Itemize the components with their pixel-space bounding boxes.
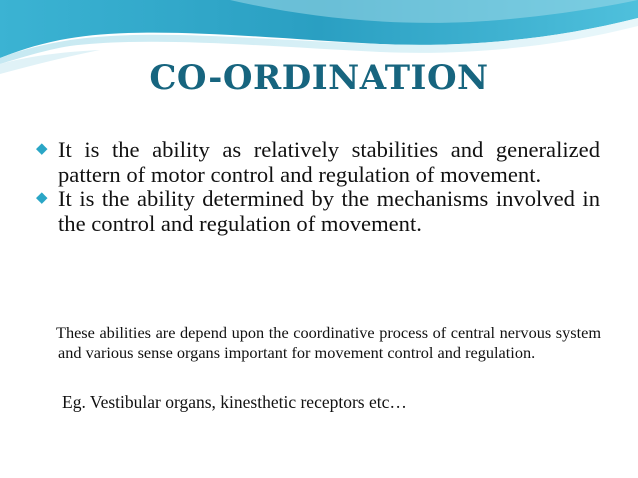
bullet-text: It is the ability determined by the mechanisms involved in the control and regulation of movement. <box>58 186 600 236</box>
diamond-bullet-icon: ◆ <box>36 190 48 206</box>
body-paragraph: These abilities are depend upon the coordinative process of central nervous system and various sense organs important for movement control and regulation. <box>56 323 601 362</box>
diamond-bullet-icon: ◆ <box>36 141 48 157</box>
example-line: Eg. Vestibular organs, kinesthetic receptors etc… <box>62 392 407 412</box>
bullet-list <box>38 138 600 236</box>
slide-title: CO-ORDINATION <box>149 58 489 98</box>
bullet-text: It is the ability as relatively stabilities and generalized pattern of motor control and regulation of movement. <box>58 137 600 187</box>
bullet-item <box>38 187 600 236</box>
bullet-item <box>38 138 600 187</box>
